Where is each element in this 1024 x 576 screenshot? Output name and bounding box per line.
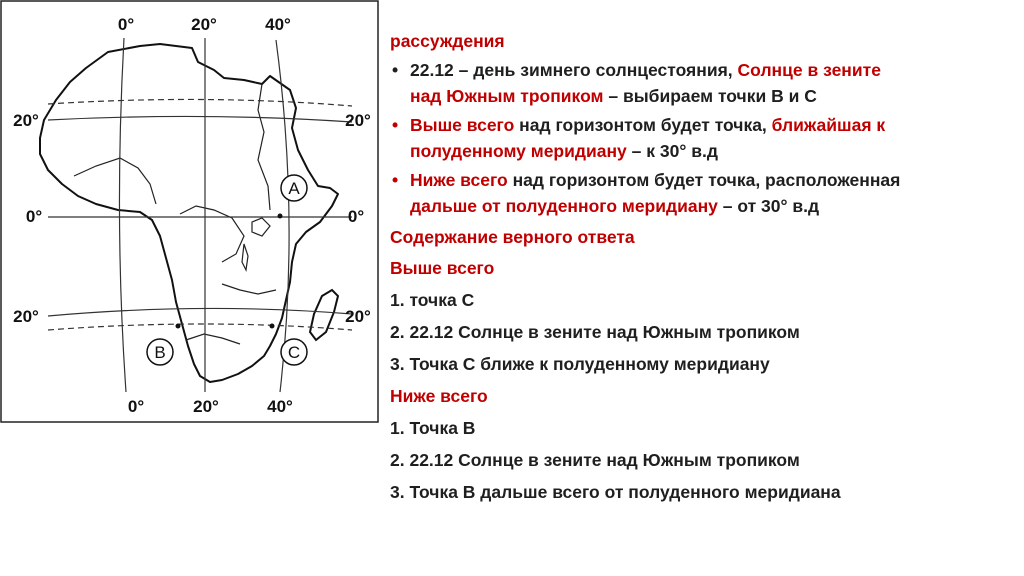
lon-top-0: 0°: [117, 15, 135, 34]
lon-top-20: 20°: [191, 15, 217, 34]
higher-item-1: 1. точка С: [390, 290, 475, 310]
lower-heading: Ниже всего: [390, 386, 488, 406]
point-a-label: A: [288, 179, 300, 198]
bullet-highest: [390, 112, 1020, 164]
higher-heading: Выше всего: [390, 258, 495, 278]
bullet-solstice-red: Солнце в зените: [737, 60, 881, 80]
bullet-lowest-post: – от 30° в.д: [717, 196, 820, 216]
bullet-dot-icon: •: [392, 170, 399, 190]
bullet-lowest-red2: дальше от полуденного меридиану: [410, 196, 718, 216]
lat-right-0: 0°: [347, 207, 365, 226]
bullet-lowest-red: Ниже всего: [410, 170, 508, 190]
point-c-marker: [270, 324, 275, 329]
bullet-lowest-mid: над горизонтом будет точка, расположенная: [507, 170, 901, 190]
bullet-solstice-text: 22.12 – день зимнего солнцестояния,: [410, 60, 738, 80]
lon-top-40: 40°: [265, 15, 291, 34]
answer-heading: Содержание верного ответа: [390, 227, 635, 247]
map-frame: [1, 1, 378, 422]
lat-right-20s: 20°: [345, 307, 371, 326]
point-b-label: B: [154, 343, 166, 362]
higher-item-2: 2. 22.12 Солнце в зените над Южным тропиком: [390, 322, 800, 342]
bullet-highest-red2: ближайшая к: [771, 115, 886, 135]
lower-item-3: 3. Точка В дальше всего от полуденного меридиана: [390, 482, 841, 502]
bullet-highest-post: – к 30° в.д: [626, 141, 718, 161]
africa-map-svg: [0, 0, 380, 424]
lon-bottom-40: 40°: [267, 397, 293, 416]
point-a-marker: [278, 214, 283, 219]
bullet-highest-red3: полуденному меридиану: [410, 141, 627, 161]
bullet-solstice-red2: над Южным тропиком: [410, 86, 604, 106]
bullet-highest-red: Выше всего: [410, 115, 515, 135]
lat-left-0: 0°: [25, 207, 43, 226]
bullet-dot-icon: •: [392, 115, 399, 135]
bullet-solstice-post: – выбираем точки В и С: [603, 86, 817, 106]
lon-bottom-0: 0°: [127, 397, 145, 416]
reasoning-text: [390, 28, 1020, 511]
lat-right-20n: 20°: [345, 111, 371, 130]
bullet-lowest: [390, 167, 1020, 219]
bullet-dot-icon: •: [392, 60, 399, 80]
reasoning-heading: рассуждения: [390, 31, 505, 51]
lon-bottom-20: 20°: [193, 397, 219, 416]
lat-left-20s: 20°: [13, 307, 39, 326]
point-c-label: C: [287, 343, 301, 362]
lower-item-2: 2. 22.12 Солнце в зените над Южным тропиком: [390, 450, 800, 470]
bullet-solstice: [390, 57, 1020, 109]
lat-left-20n: 20°: [13, 111, 39, 130]
point-b-marker: [176, 324, 181, 329]
africa-map: [0, 0, 380, 424]
lower-item-1: 1. Точка В: [390, 418, 476, 438]
bullet-highest-mid: над горизонтом будет точка,: [514, 115, 772, 135]
higher-item-3: 3. Точка С ближе к полуденному меридиану: [390, 354, 770, 374]
